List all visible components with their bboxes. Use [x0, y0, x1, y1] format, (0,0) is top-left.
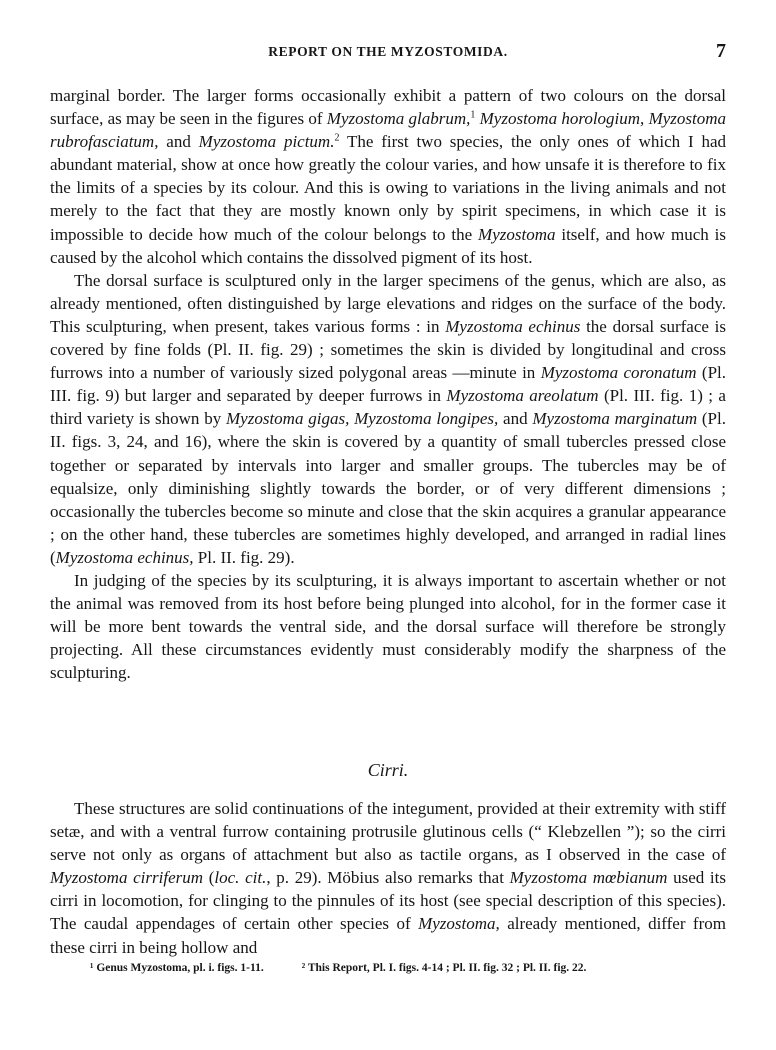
text-run: The dorsal surface is sculptured only in the larger specimens of the genus, which are also, as already mentioned, often distinguished by large elevations and ridges on the surface of the body. This sculpturing, when present, takes various forms : in	[50, 270, 726, 336]
text-run: These structures are solid continuations of the integument, provided at their extremity with stiff setæ, and with a ventral furrow containing protrusile glutinous cells (“ Klebzellen ”); so the cirri serve not only as organs of attachment but also as tactile organs, as I observed in the case of	[50, 799, 726, 865]
species-name: Myzostoma	[478, 224, 556, 244]
text-run: the dorsal surface is covered by fine folds (Pl. II. fig. 29) ; sometimes the skin is divided by longitudinal and cross furrows into a number of variously sized polygonal areas —minute in	[50, 316, 726, 383]
citation: loc. cit.	[214, 868, 267, 888]
species-name: Myzostoma cirriferum	[50, 868, 204, 888]
text-run: already mentioned, differ from these cirri in being hollow and	[50, 914, 726, 957]
species-name: Myzostoma marginatum	[532, 409, 698, 429]
text-run: In judging of the species by its sculpturing, it is always important to ascertain whether or not the animal was removed from its host before being plunged into alcohol, for in the former case it will be more bent towards the ventral side, and the dorsal surface will therefore be strongly projecting. All these circumstances evidently must considerably modify the sharpness of the sculpturing.	[50, 570, 726, 683]
paragraph-1	[50, 84, 726, 269]
running-title: REPORT ON THE MYZOSTOMIDA.	[268, 44, 508, 59]
species-name: Myzostoma gigas, Myzostoma longipes,	[226, 409, 499, 429]
text-run: Pl. II. fig. 29).	[193, 547, 295, 567]
paragraph-4	[50, 797, 726, 959]
running-head	[50, 42, 726, 64]
text-run: and	[158, 132, 199, 152]
footnote-ref: 1	[470, 109, 476, 121]
paragraph-2	[50, 269, 726, 569]
page-number: 7	[716, 40, 726, 62]
species-name: Myzostoma pictum.	[198, 132, 335, 152]
footnote-2: ² This Report, Pl. I. figs. 4-14 ; Pl. II. fig. 32 ; Pl. II. fig. 22.	[301, 962, 587, 974]
species-name: Myzostoma areolatum	[446, 386, 599, 406]
paragraph-3	[50, 569, 726, 684]
text-run: marginal border. The larger forms occasionally exhibit a pattern of two colours on the dorsal surface, as may be seen in the figures of	[50, 86, 726, 129]
footnote-ref: 2	[334, 132, 340, 144]
text-run: itself, and how much is caused by the alcohol which contains the dissolved pigment of its host.	[50, 224, 726, 267]
body-text	[50, 84, 726, 684]
species-name: Myzostoma,	[418, 914, 500, 934]
species-name: Myzostoma horologium, Myzostoma rubrofasciatum,	[50, 109, 727, 152]
text-run: used its cirri in locomotion, for clinging to the pinnules of its host (see special description of this species). The caudal appendages of certain other species of	[50, 868, 726, 934]
text-run: (Pl. III. fig. 9) but larger and separated by deeper furrows in	[50, 363, 727, 406]
footnotes	[50, 962, 726, 974]
footnote-1: ¹ Genus Myzostoma, pl. i. figs. 1-11.	[90, 962, 264, 974]
text-run: and	[498, 409, 533, 429]
body-text-cirri	[50, 797, 726, 959]
section-heading: Cirri.	[367, 760, 409, 780]
species-name: Myzostoma coronatum	[540, 363, 697, 383]
text-run: The first two species, the only ones of which I had abundant material, show at once how greatly the colour varies, and how unsafe it is therefore to fix the limits of a species by its colour. And this is owing to variations in the living animals and not merely to the fact that they are mostly known only by spirit specimens, in which case it is impossible to decide how much of the colour belongs to the	[50, 132, 726, 244]
species-name: Myzostoma echinus	[445, 316, 581, 336]
species-name: Myzostoma glabrum,	[326, 109, 471, 129]
text-run: (	[203, 868, 215, 888]
species-name: Myzostoma echinus,	[55, 547, 194, 567]
text-run: , p. 29). Möbius also remarks that	[266, 868, 510, 888]
text-run: (Pl. III. fig. 1) ; a third variety is shown by	[50, 386, 726, 429]
species-name: Myzostoma mœbianum	[509, 868, 668, 888]
text-run: (Pl. II. figs. 3, 24, and 16), where the skin is covered by a quantity of small tubercles pressed close together or separated by intervals into larger and smaller groups. The tubercles may be of equalsize, only diminishing slightly towards the border, or of very different dimensions ; occasionally the tubercles become so minute and close that the skin acquires a granular appearance ; on the other hand, these tubercles are sometimes highly developed, and arranged in radial lines (	[50, 409, 726, 567]
